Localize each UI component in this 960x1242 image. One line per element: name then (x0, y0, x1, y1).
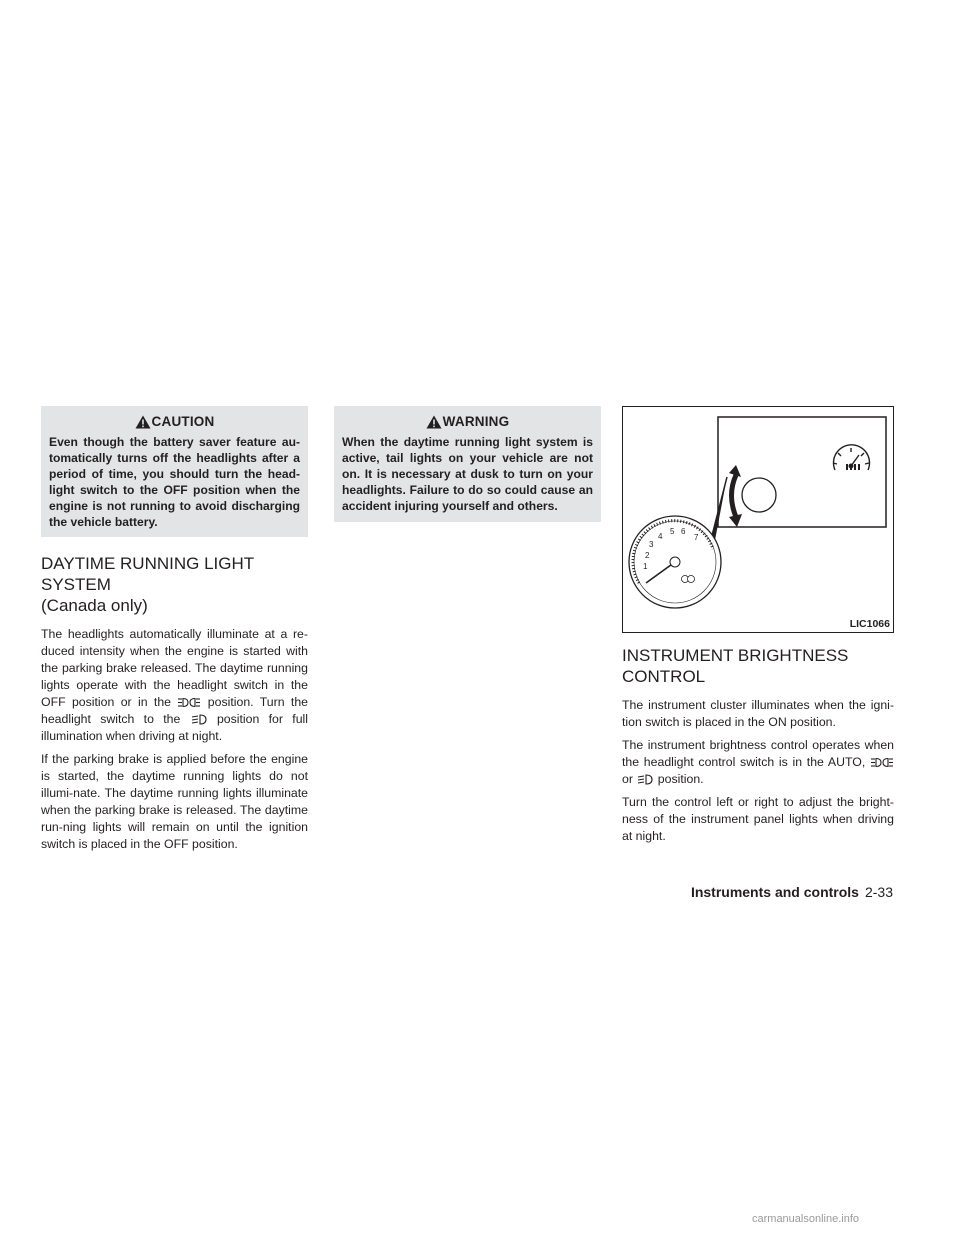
brightness-paragraph-3: Turn the control left or right to adjust the bright-ness of the instrument panel lights when driving at night. (622, 795, 894, 843)
right-column (622, 406, 894, 851)
left-column (41, 406, 308, 859)
parking-light-icon (871, 757, 893, 768)
brightness-heading-line2: CONTROL (622, 667, 706, 686)
drl-paragraph-2: If the parking brake is applied before the engine is started, the daytime running lights do not illumi-nate. The daytime running lights illuminate when the parking brake is released. The daytime run-ning lights will remain on until the ignition switch is placed in the OFF position. (41, 752, 308, 852)
headlight-icon (637, 774, 653, 785)
tach-number: 5 (670, 527, 675, 536)
warning-triangle-icon (135, 415, 151, 429)
section-title: Instruments and controls (690, 884, 859, 900)
drl-heading-line1: DAYTIME RUNNING LIGHT SYSTEM (41, 554, 254, 595)
figure-label: LIC1066 (849, 618, 890, 630)
watermark: carmanualsonline.info (752, 1213, 860, 1225)
instrument-illustration (623, 407, 893, 632)
tach-number: 1 (643, 562, 648, 571)
caution-text: Even though the battery saver feature au-tomatically turns off the headlights after a period of time, you should turn the head-light switch to the OFF position when the engine is not running to avoid discharging the vehicle battery. (49, 435, 300, 529)
callout-box (718, 417, 886, 527)
drl-paragraph-1 (41, 626, 308, 745)
caution-header (49, 410, 300, 435)
warning-triangle-icon (426, 415, 442, 429)
drl-p1-c: position for full illumination when driving at night. (41, 712, 309, 744)
instrument-figure (622, 406, 894, 633)
drl-p1-b: position. Turn the headlight switch to the (41, 695, 309, 727)
brightness-heading-line1: INSTRUMENT BRIGHTNESS (622, 646, 849, 665)
middle-column (334, 406, 601, 522)
brightness-heading (622, 645, 894, 687)
tach-number: 6 (681, 527, 686, 536)
brightness-paragraph-2 (622, 737, 894, 788)
brightness-p2-b: or (622, 772, 633, 786)
page-footer (691, 884, 893, 900)
page-number: 2-33 (864, 884, 893, 900)
brightness-p2-c: position. (657, 772, 704, 786)
tach-number: 4 (658, 532, 663, 541)
warning-box (334, 406, 601, 522)
drl-p1-a: The headlights automatically illuminate at a re-duced intensity when the engine is started with the parking brake released. The daytime running lights operate with the headlight switch in the OFF position or in the (41, 627, 308, 710)
tach-number: 7 (694, 533, 699, 542)
tach-number: 2 (645, 551, 650, 560)
caution-title: CAUTION (151, 414, 215, 429)
warning-text: When the daytime running light system is active, tail lights on your vehicle are not on. It is necessary at dusk to turn on your headlights. Failure to do so could cause an accident injuring yourself and others. (342, 435, 593, 513)
brightness-p2-a: The instrument brightness control operates when the headlight control switch is in the AUTO, (622, 738, 894, 769)
parking-light-icon (178, 697, 200, 708)
brightness-knob (742, 478, 776, 512)
drl-heading-line2: (Canada only) (41, 596, 148, 616)
brightness-paragraph-1: The instrument cluster illuminates when the igni-tion switch is placed in the ON position. (622, 698, 894, 729)
drl-heading (41, 553, 308, 616)
tach-number: 3 (649, 540, 654, 549)
warning-title: WARNING (442, 414, 510, 429)
warning-header (342, 410, 593, 435)
headlight-icon (191, 714, 207, 725)
caution-box (41, 406, 308, 537)
